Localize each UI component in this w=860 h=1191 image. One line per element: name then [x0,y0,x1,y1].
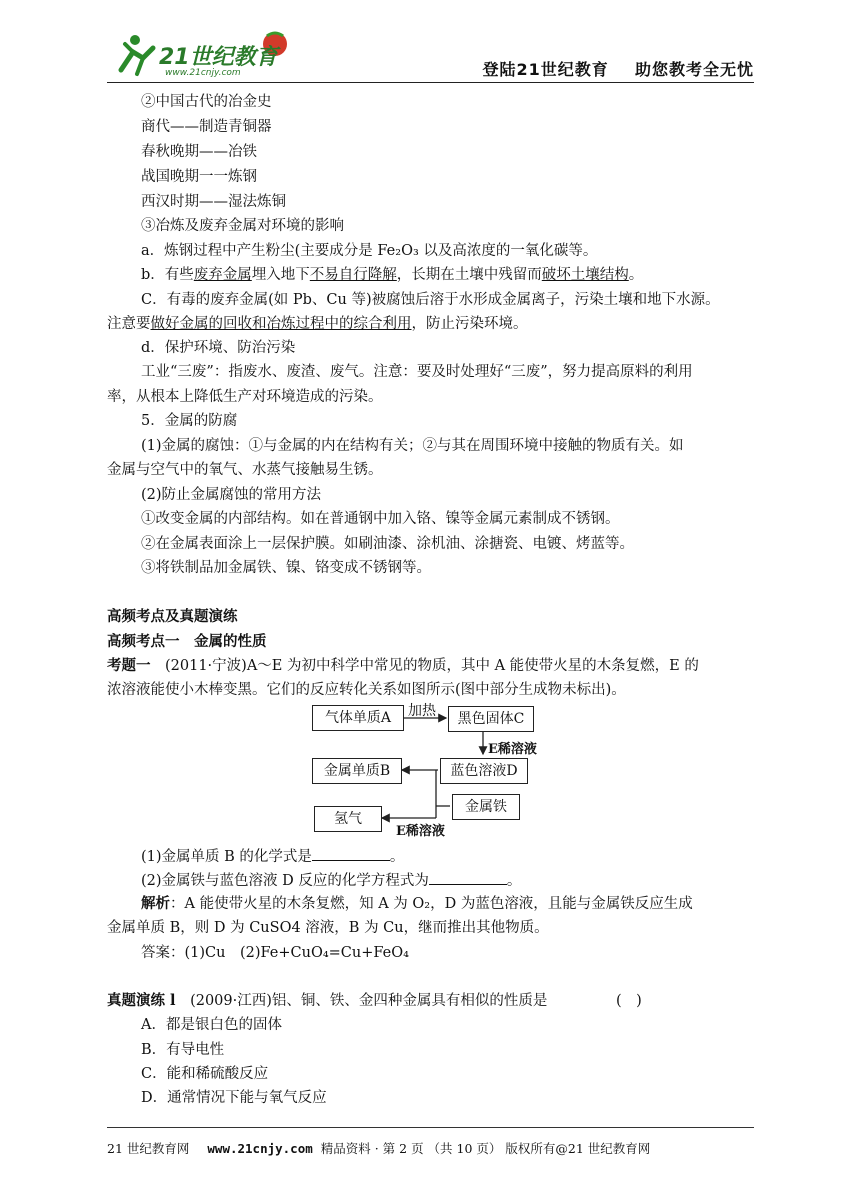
answer-paren: ( ) [616,993,642,1009]
text-line: C．有毒的废弃金属(如 Pb、Cu 等)被腐蚀后溶于水形成金属离子，污染土壤和地下水源。 [141,292,720,308]
box-metal-b: 金属单质B [312,758,402,784]
text-line: 金属与空气中的氧气、水蒸气接触易生锈。 [107,462,383,478]
header-rule [107,82,754,83]
text-span: (1)金属单质 B 的化学式是 [141,849,312,865]
header-slogan: 登陆21世纪教育 助您教考全无忧 [482,60,754,79]
text-line-c2 [107,314,528,334]
text-line: d．保护环境、防治污染 [141,340,296,356]
text-span: 。 [389,849,405,865]
text-line: 西汉时期——湿法炼铜 [141,194,286,210]
text-span: 注意要 [107,316,151,332]
text-span: 。 [628,267,644,283]
box-hydrogen: 氢气 [314,806,382,832]
question-label: 考题一 [107,657,151,674]
text-line: ③将铁制品加金属铁、镍、铬变成不锈钢等。 [141,560,431,576]
section-subtitle: 高频考点一 金属的性质 [107,633,267,650]
text-line-b [141,265,643,285]
practice-label: 真题演练 l [107,992,176,1009]
option-c: C．能和稀硫酸反应 [141,1066,269,1082]
logo-text: 21世纪教育 [159,45,278,70]
text-span: ，长期在土壤中残留而 [396,267,542,283]
text-span: (2011·宁波)A～E 为初中科学中常见的物质，其中 A 能使带火星的木条复燃，E 的 [165,658,699,674]
text-line: (2)防止金属腐蚀的常用方法 [141,487,322,503]
text-line: ③冶炼及废弃金属对环境的影响 [141,218,344,234]
underlined-span: 破坏土壤结构 [541,267,629,283]
footer-left: 21 世纪教育网 [107,1141,190,1156]
text-span: ：A 能使带火星的木条复燃，知 A 为 O₂，D 为蓝色溶液，且能与金属铁反应生成 [170,896,693,912]
text-span: b．有些 [141,267,194,283]
option-b: B．有导电性 [141,1042,225,1058]
text-line: (1)金属的腐蚀：①与金属的内在结构有关；②与其在周围环境中接触的物质有关。如 [141,438,684,454]
section-title: 高频考点及真题演练 [107,608,238,625]
text-line: ②中国古代的冶金史 [141,94,272,110]
text-line: 工业“三废”：指废水、废渣、废气。注意：要及时处理好“三废”，努力提高原料的利用 [141,364,693,380]
text-span: (2009·江西)铝、铜、铁、金四种金属具有相似的性质是 [190,993,548,1009]
footer-site-link[interactable]: www.21cnjy.com [207,1141,313,1156]
text-span: 埋入地下 [251,267,310,283]
underlined-span: 废弃金属 [193,267,252,283]
text-line: 春秋晚期——冶铁 [141,144,257,160]
box-iron: 金属铁 [452,794,520,820]
footer [107,1139,650,1157]
underlined-span: 不易自行降解 [309,267,397,283]
logo-url: www.21cnjy.com [165,68,241,78]
box-blue-d: 蓝色溶液D [440,758,528,784]
underlined-span: 做好金属的回收和冶炼过程中的综合利用 [150,316,412,332]
reaction-diagram [300,700,550,840]
analysis-label: 解析 [141,895,170,912]
answer-blank[interactable] [429,870,507,885]
text-line: ①改变金属的内部结构。如在普通钢中加入铬、镍等金属元素制成不锈钢。 [141,511,620,527]
text-line: 浓溶液能使小木棒变黑。它们的反应转化关系如图所示(图中部分生成物未标出)。 [107,682,626,698]
text-line: 5．金属的防腐 [141,413,238,429]
label-e-dilute: E稀溶液 [488,742,537,757]
label-heat: 加热 [408,703,436,719]
site-logo[interactable] [107,30,307,82]
text-span: (2)金属铁与蓝色溶液 D 反应的化学方程式为 [141,873,429,889]
sub-question-1 [141,846,404,867]
box-black-c: 黑色固体C [448,706,534,732]
text-line: 战国晚期一一炼钢 [141,169,257,185]
text-span: ，防止污染环境。 [411,316,528,332]
text-line: 率，从根本上降低生产对环境造成的污染。 [107,389,383,405]
sub-question-2 [141,870,521,891]
practice-stem [107,991,547,1011]
option-d: D．通常情况下能与氧气反应 [141,1090,327,1106]
label-e-dilute: E稀溶液 [396,824,445,839]
footer-rule [107,1127,754,1128]
answer-blank[interactable] [312,846,390,861]
text-line: 金属单质 B，则 D 为 CuSO4 溶液，B 为 Cu，继而推出其他物质。 [107,920,549,936]
analysis-line [141,894,693,914]
text-line: a．炼钢过程中产生粉尘(主要成分是 Fe₂O₃ 以及高浓度的一氧化碳等。 [141,243,598,259]
question-1-stem [107,656,699,676]
box-gas-a: 气体单质A [312,705,404,731]
footer-right: 精品资料 · 第 2 页 （共 10 页） 版权所有@21 世纪教育网 [320,1141,651,1156]
option-a: A．都是银白色的固体 [141,1017,282,1033]
text-line: 商代——制造青铜器 [141,119,272,135]
answer-line: 答案：(1)Cu (2)Fe+CuO₄=Cu+FeO₄ [141,945,409,961]
text-span: 。 [506,873,522,889]
text-line: ②在金属表面涂上一层保护膜。如刷油漆、涂机油、涂搪瓷、电镀、烤蓝等。 [141,536,634,552]
